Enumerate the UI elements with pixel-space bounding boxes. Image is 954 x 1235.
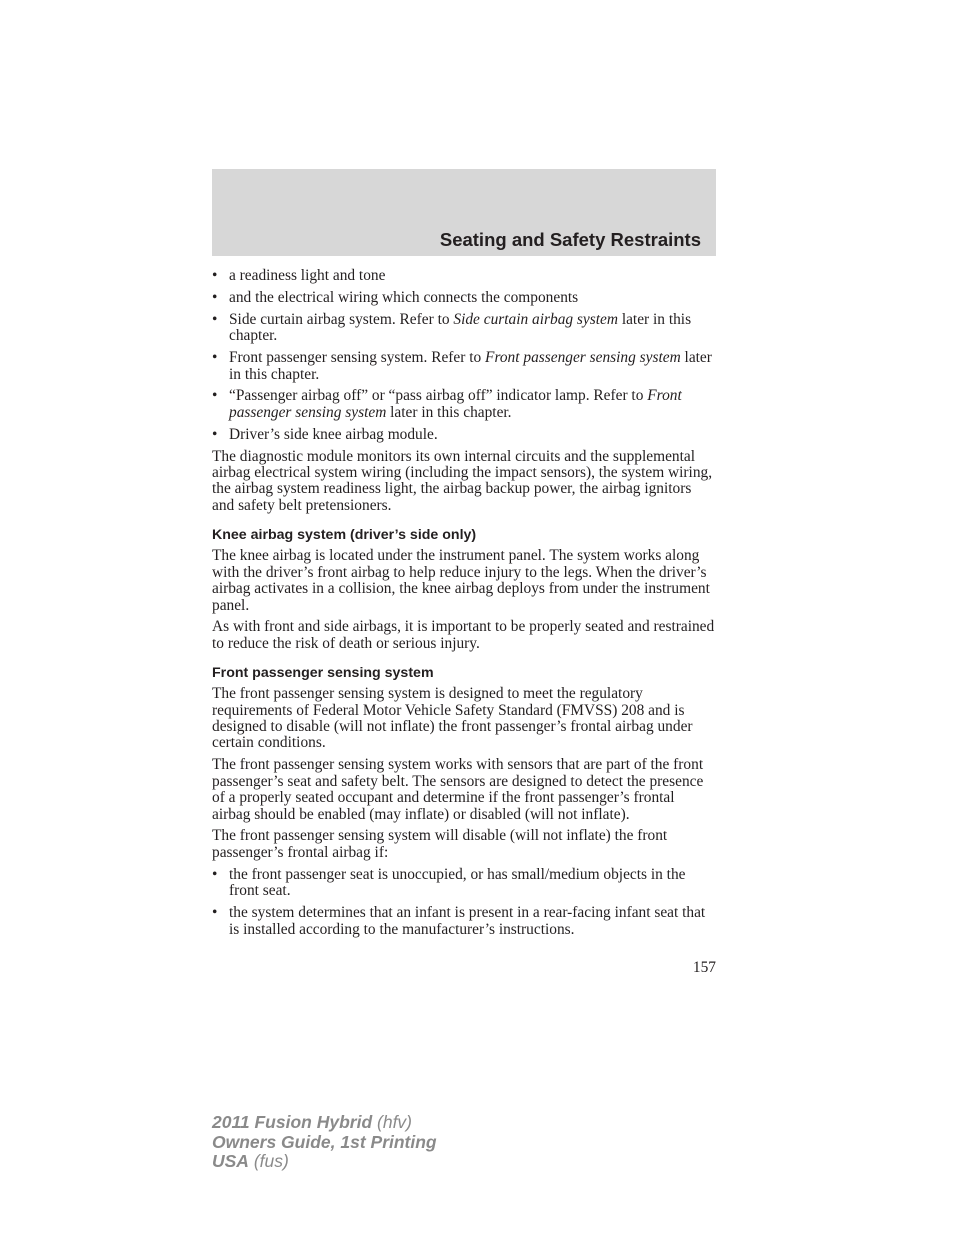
list-item-text: the system determines that an infant is present in a rear-facing infant seat that is installed according to the manufacturer’s instructions. <box>229 904 706 938</box>
list-item-text: Side curtain airbag system. Refer to <box>229 310 454 328</box>
list-item <box>212 388 716 421</box>
list-item-text: “Passenger airbag off” or “pass airbag off” indicator lamp. Refer to <box>229 387 648 405</box>
bullet-glyph: • <box>212 865 218 883</box>
footer-model: 2011 Fusion Hybrid <box>212 1112 373 1132</box>
bullet-glyph: • <box>212 387 218 405</box>
page-content <box>212 268 716 943</box>
footer-market: USA <box>212 1151 249 1171</box>
knee-airbag-heading: Knee airbag system (driver’s side only) <box>212 527 477 544</box>
cross-reference-text: Front passenger sensing system <box>485 349 681 367</box>
front-passenger-paragraph: The front passenger sensing system is designed to meet the regulatory requirements of Federal Motor Vehicle Safety Standard (FMVSS) 208 and is designed to disable (will not inflate) the front passenger’s frontal airbag under certain conditions. <box>212 685 693 752</box>
footer-market-code: (fus) <box>248 1151 289 1171</box>
list-item <box>212 350 716 383</box>
footer-model-code: (hfv) <box>372 1112 413 1132</box>
cross-reference-text: Front passenger sensing system <box>229 387 682 421</box>
list-item <box>212 905 716 938</box>
footer-line <box>212 1152 437 1172</box>
list-item-text: and the electrical wiring which connects the components <box>229 288 579 306</box>
bullet-glyph: • <box>212 267 218 284</box>
list-item-text: Driver’s side knee airbag module. <box>229 425 438 443</box>
bullet-glyph: • <box>212 310 218 328</box>
list-item <box>212 312 716 345</box>
list-item-text: later in this chapter. <box>229 349 712 383</box>
list-item-text: the front passenger seat is unoccupied, or has small/medium objects in the front seat. <box>229 865 686 900</box>
front-passenger-sensing-heading: Front passenger sensing system <box>212 665 434 682</box>
footer-line <box>212 1113 437 1133</box>
front-passenger-paragraph: The front passenger sensing system will disable (will not inflate) the front passenger’s frontal airbag if: <box>212 827 668 861</box>
bullet-glyph: • <box>212 425 218 443</box>
front-passenger-paragraph: The front passenger sensing system works with sensors that are part of the front passenger’s seat and safety belt. The sensors are designed to detect the presence of a properly seated occupant and determine if the front passenger’s frontal airbag should be enabled (may inflate) or disabled (will not inflate). <box>212 756 704 823</box>
footer-line <box>212 1133 437 1153</box>
disable-conditions-list <box>212 867 716 938</box>
list-item-text: later in this chapter. <box>229 310 692 345</box>
bullet-glyph: • <box>212 288 218 306</box>
footer-edition-info <box>212 1113 437 1172</box>
list-item <box>212 290 716 306</box>
diagnostic-paragraph: The diagnostic module monitors its own internal circuits and the supplemental airbag electrical system wiring (including the impact sensors), the system wiring, the airbag system readiness light, the airbag backup power, the airbag ignitors and safety belt pretensioners. <box>212 447 713 514</box>
list-item <box>212 268 716 284</box>
bullet-glyph: • <box>212 349 218 367</box>
bullet-glyph: • <box>212 904 218 922</box>
cross-reference-text: Side curtain airbag system <box>453 310 618 328</box>
knee-airbag-paragraph: As with front and side airbags, it is important to be properly seated and restrained to reduce the risk of death or serious injury. <box>212 618 715 652</box>
knee-airbag-paragraph: The knee airbag is located under the instrument panel. The system works along with the driver’s front airbag to help reduce injury to the legs. When the driver’s airbag activates in a collision, the knee airbag deploys from under the instrument panel. <box>212 547 710 614</box>
component-bullet-list <box>212 268 716 443</box>
footer-printing: Owners Guide, 1st Printing <box>212 1131 437 1152</box>
chapter-title: Seating and Safety Restraints <box>439 229 701 250</box>
list-item-text: Front passenger sensing system. Refer to <box>229 349 486 367</box>
list-item-text: later in this chapter. <box>386 403 512 421</box>
page-number: 157 <box>692 959 716 976</box>
chapter-header-band <box>212 169 716 256</box>
list-item <box>212 427 716 443</box>
list-item <box>212 867 716 900</box>
list-item-text: a readiness light and tone <box>229 267 386 284</box>
